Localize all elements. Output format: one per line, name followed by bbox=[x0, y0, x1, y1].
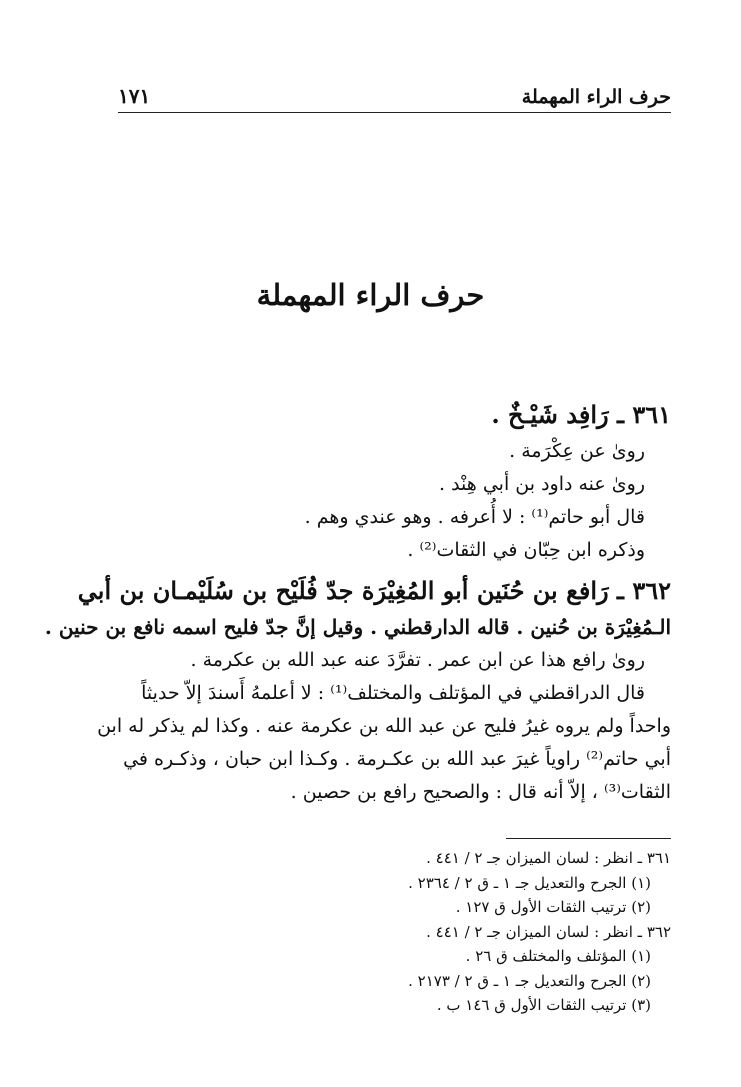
entry-heading-continuation: الـمُغِيْرَة بن حُنين . قاله الدارقطني . وقيل إنَّ جدّ فليح اسمه نافع بن حنين . bbox=[44, 615, 671, 639]
footnote: (٣) ترتيب الثقات الأول ق ١٤٦ ب . bbox=[436, 996, 651, 1014]
entry-heading-362: ٣٦٢ ـ رَافع بن حُنَين أبو المُغِيْرَة جدّ فُلَيْح بن سُلَيْمـان بن أبي bbox=[77, 576, 671, 605]
footnote: (١) الجرح والتعديل جـ ١ ـ ق ٢ / ٢٣٦٤ . bbox=[408, 873, 651, 892]
entry-line: قال أبو حاتم⁽¹⁾ : لا أُعرفه . وهو عندي وهم . bbox=[304, 506, 645, 528]
entry-line: واحداً ولم يروه غيرُ فليح عن عبد الله بن عكرمة عنه . وكذا لم يذكر له ابن bbox=[97, 715, 671, 737]
page-number: ١٧١ bbox=[118, 84, 151, 108]
footnote: (١) المؤتلف والمختلف ق ٢٦ . bbox=[465, 947, 651, 965]
entry-heading-361: ٣٦١ ـ رَافِد شَيْـخٌ . bbox=[491, 400, 671, 429]
entry-line: وذكره ابن حِبّان في الثقات⁽²⁾ . bbox=[407, 539, 645, 561]
entry-line: الثقات⁽³⁾ ، إلاّ أنه قال : والصحيح رافع بن حصين . bbox=[290, 781, 671, 803]
entry-line: روىٰ رافع هذا عن ابن عمر . تفرَّدَ عنه عبد الله بن عكرمة . bbox=[190, 649, 645, 671]
footnote: (٢) الجرح والتعديل جـ ١ ـ ق ٢ / ٢١٧٣ . bbox=[408, 971, 651, 990]
chapter-title: حرف الراء المهملة bbox=[256, 278, 485, 312]
entry-line: روىٰ عنه داود بن أبي هِنْد . bbox=[438, 473, 645, 495]
footnote: ٣٦٢ ـ انظر : لسان الميزان جـ ٢ / ٤٤١ . bbox=[426, 922, 671, 941]
entry-line: قال الدراقطني في المؤتلف والمختلف⁽¹⁾ : لا أعلمهُ أَسندَ إلاّ حديثاً bbox=[141, 682, 645, 704]
footnote-separator bbox=[506, 838, 671, 839]
footnotes bbox=[118, 846, 671, 1018]
running-header bbox=[118, 78, 671, 113]
main-text bbox=[44, 395, 671, 809]
footnote: ٣٦١ ـ انظر : لسان الميزان جـ ٢ / ٤٤١ . bbox=[426, 849, 671, 867]
entry-line: أبي حاتم⁽²⁾ راوياً غيرَ عبد الله بن عكـرمة . وكـذا ابن حبان ، وذكـره في bbox=[123, 748, 671, 770]
entry-line: روىٰ عن عِكْرَمة . bbox=[509, 440, 645, 462]
footnote: (٢) ترتيب الثقات الأول ق ١٢٧ . bbox=[455, 898, 651, 916]
running-title: حرف الراء المهملة bbox=[521, 86, 671, 108]
